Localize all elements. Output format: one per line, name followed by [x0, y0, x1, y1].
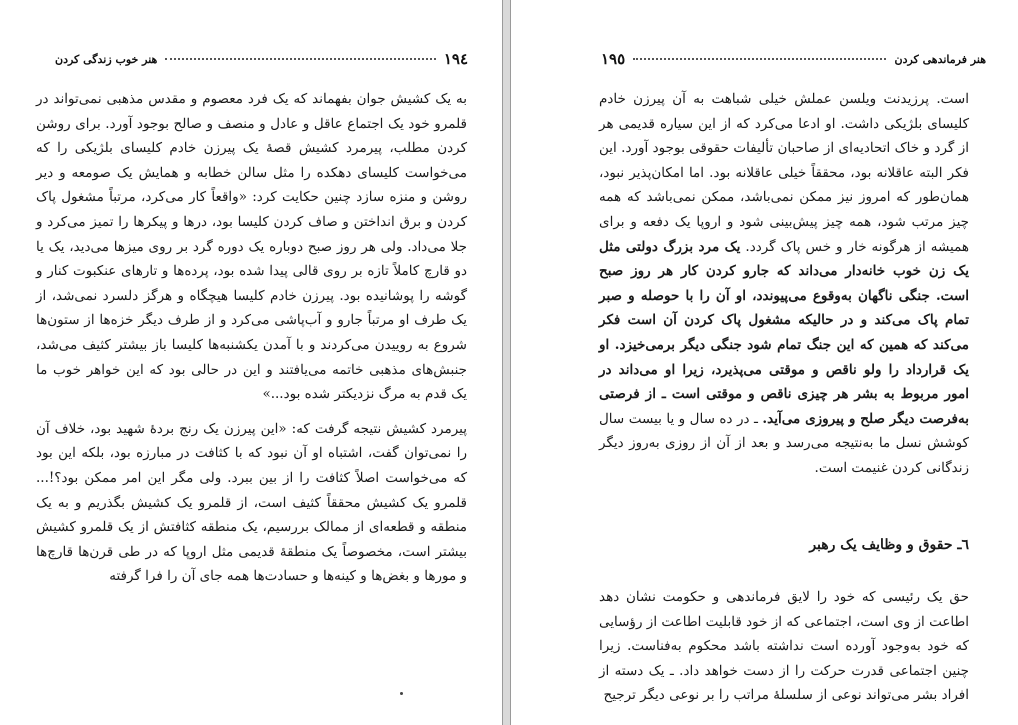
- section-title: ٦ـ حقوق و وظایف یک رهبر: [809, 536, 969, 553]
- right-text-normal-1: است. پرزیدنت ویلسن عملش خیلی شباهت به آن پیرزن خادم کلیسای بلژیکی داشت. او ادعا می‌کرد که از این سیاره قدیمی هر از گرد و خاک اتحادیه‌ای از صاحبان تألیفات حقوقی بوجود آورد. این فکر البته عاقلانه بود، محققاً خیلی عاقلانه بود. اما امکان‌پذیر نبود، همان‌طور که امروز نیز ممکن نمی‌باشد، ممکن نمی‌باشد که همه چیز مرتب شود، همه چیز پیش‌بینی شود و اروپا یک دفعه و برای همیشه از هرگونه خار و خس پاک گردد.: [599, 91, 970, 255]
- left-page-header: [55, 48, 468, 70]
- left-paragraph-2: پیرمرد کشیش نتیجه گرفت که: «این پیرزن یک رنج بردهٔ شهید بود، خلاف آن را نمی‌توان گفت، اشتباه او آن نبود که با کثافت در مبارزه بود، بلکه این بود که می‌خواست اصلاً کثافت را از بین ببرد. ولی مگر این امر ممکن بود؟!... قلمرو یک کشیش محققاً کثیف است، از قلمرو یک کشیش بگذریم و به یک منطقه و قطعه‌ای از ممالک بررسیم، یک منطقه کثافتش از یک قلمرو کشیش بیشتر است، مخصوصاً یک منطقهٔ قدیمی مثل اروپا که در طی قرن‌ها قارچ‌ها و مورها و بغض‌ها و کینه‌ها و حسادت‌ها همه جای آن را فرا گرفته: [36, 420, 467, 585]
- right-text-bold: یک مرد بزرگ دولتی مثل یک زن خوب خانه‌دار می‌داند که جارو کردن کار هر روز صبح است. جنگی ناگهان به‌وقوع می‌پیوندد، او آن را با حوصله و صبر تمام پاک می‌کند و در حالیکه مشغول پاک کردن آن است فکر می‌کند که همین که این جنگ تمام شود جنگی دیگر برمی‌خیزد. او یک قرارداد را ولو ناقص و موقتی می‌پذیرد، زیرا او می‌داند در امور مربوط به بشر هر چیزی ناقص و موقتی است ـ از فرصتی به‌فرصت دیگر صلح و پیروزی می‌آید.: [599, 238, 969, 427]
- left-page: [0, 0, 503, 725]
- left-paragraph-1: به یک کشیش جوان بفهماند که یک فرد معصوم و مقدس مذهبی نمی‌تواند در قلمرو خود یک اجتماع عاقل و عادل و منصف و صالح بوجود آورد. برای روشن کردن مطلب، پیرمرد کشیش قصهٔ یک پیرزن خادم کلیسای بلژیکی را که می‌خواست کلیسای دهکده را مثل سالن خطابه و همایش یک صومعه و دیر روشن و منزه سازد چنین حکایت کرد: «واقعاً کار می‌کرد، مرتباً مشغول پاک کردن و برق انداختن و صاف کردن کلیسا بود، درها و پیکرها را تمیز می‌کرد و جلا می‌داد. ولی هر روز صبح دوباره یک دوره گرد بر روی میزها می‌دید، یک یا دو قارچ کاملاً تازه بر روی قالی پیدا شده بود، پرده‌ها و تارهای عنکبوت کنار و گوشه را پوشانیده بود. پیرزن خادم کلیسا هیچگاه و هرگز دلسرد نمی‌شد، از یک طرف او مرتباً جارو و آب‌پاشی می‌کرد و از طرف دیگر خزه‌ها از ستون‌ها شروع به روییدن می‌کردند و با آمدن یکشنبه‌ها کلیسا باز بیشتر کثیف می‌شد، جنبش‌های مذهبی خاتمه می‌یافتند و این در حالی بود که این خواهر خوب ما یک قدم به مرگ نزدیکتر شده بود...»: [36, 91, 467, 403]
- left-page-number: ١٩٤: [443, 50, 468, 68]
- right-paragraph-3: حق یک رئیسی که خود را لایق فرماندهی و حکومت نشان دهد اطاعت از وی است، اجتماعی که از خود قابلیت اطاعت از رؤسایی که خود به‌وجود آورده است نداشته باشد محکوم به‌فناست. زیرا چنین اجتماعی قدرت حرکت را از دست خواهد داد. ـ یک دسته از افراد بشر می‌تواند نوعی از سلسلهٔ مراتب را بر نوعی دیگر ترجیح: [599, 589, 970, 704]
- right-page-body: [599, 87, 969, 708]
- right-paragraph-1: [599, 87, 969, 481]
- header-dot-leader: [633, 58, 886, 60]
- left-page-running-title: هنر خوب زندگی کردن: [55, 52, 158, 66]
- right-page: [510, 0, 1018, 725]
- page-speck: [400, 692, 403, 695]
- right-page-number: ١٩٥: [601, 50, 626, 68]
- left-page-body: [36, 87, 467, 589]
- right-page-header: [601, 48, 986, 70]
- right-page-running-title: هنر فرماندهی کردن: [894, 52, 986, 66]
- header-dot-leader: [165, 58, 435, 60]
- right-text-normal-2: ـ در ده سال و یا بیست سال کوشش نسل ما به‌نتیجه می‌رسد و بعد از آن از روزی به‌روز دیگر زندگانی کردن غنیمت است.: [599, 410, 969, 476]
